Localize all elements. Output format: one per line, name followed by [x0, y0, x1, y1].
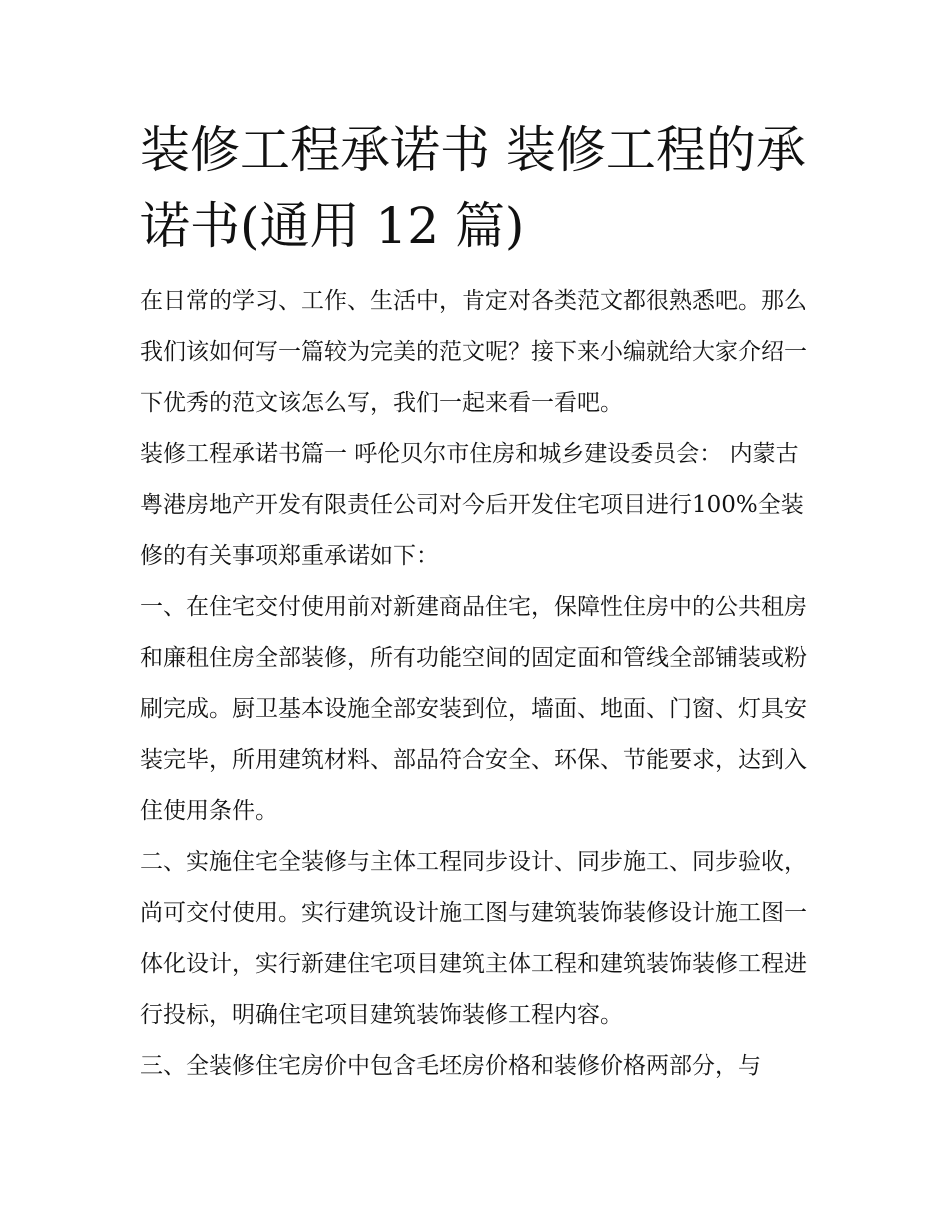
paragraph-item-2: 二、实施住宅全装修与主体工程同步设计、同步施工、同步验收，尚可交付使用。实行建筑设计施工图与建筑装饰装修设计施工图一体化设计，实行新建住宅项目建筑主体工程和建筑装饰装修工程进行投标，明确住宅项目建筑装饰装修工程内容。	[140, 849, 807, 1028]
document-title: 装修工程承诺书 装修工程的承诺书(通用 12 篇)	[140, 121, 806, 255]
paragraph-intro: 在日常的学习、工作、生活中，肯定对各类范文都很熟悉吧。那么我们该如何写一篇较为完美的范文呢？接下来小编就给大家介绍一下优秀的范文该怎么写，我们一起来看一看吧。	[140, 288, 807, 416]
paragraph-item-1: 一、在住宅交付使用前对新建商品住宅，保障性住房中的公共租房和廉租住房全部装修，所有功能空间的固定面和管线全部铺装或粉刷完成。厨卫基本设施全部安装到位，墙面、地面、门窗、灯具安装完毕，所用建筑材料、部品符合安全、环保、节能要求，达到入住使用条件。	[140, 594, 807, 824]
document-body	[140, 276, 820, 1092]
paragraph-commitment-header: 装修工程承诺书篇一 呼伦贝尔市住房和城乡建设委员会： 内蒙古粤港房地产开发有限责任公司对今后开发住宅项目进行100%全装修的有关事项郑重承诺如下：	[140, 441, 804, 569]
paragraph-item-3: 三、全装修住宅房价中包含毛坯房价格和装修价格两部分，与	[140, 1053, 761, 1079]
